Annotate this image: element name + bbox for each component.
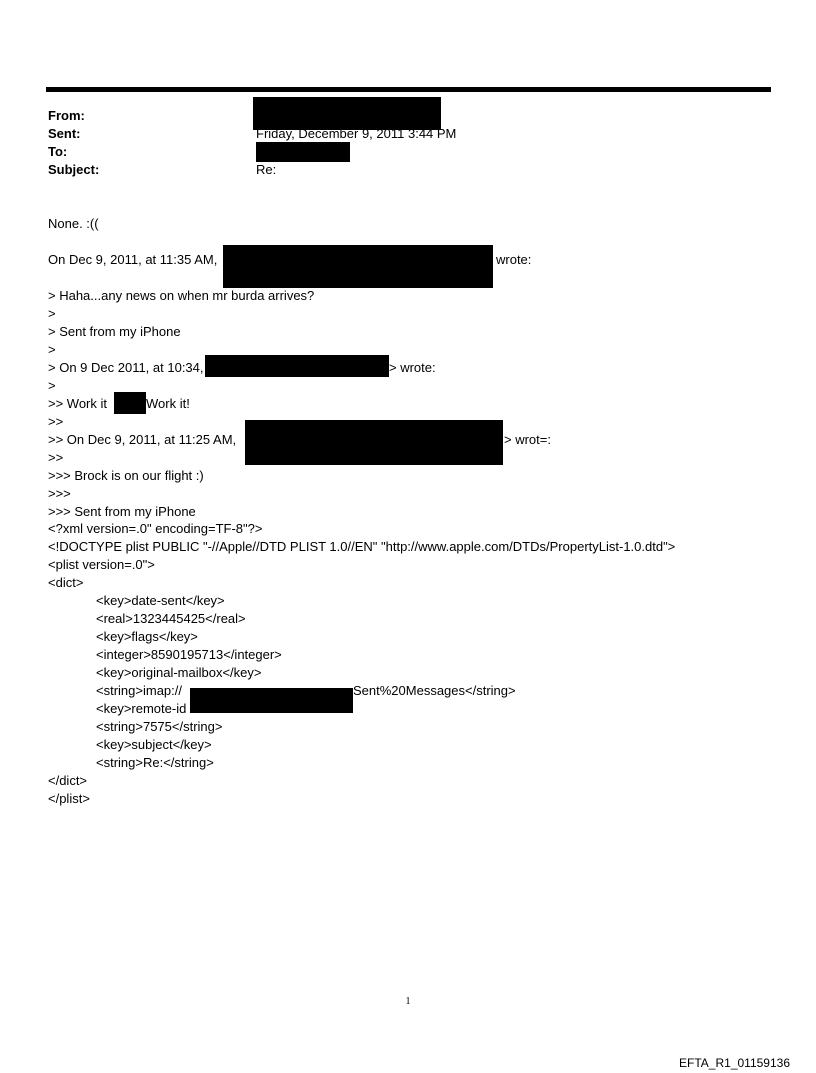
sender-redaction [223,245,493,288]
quoted-line: >> Work it [48,396,108,411]
xml-line: <integer>8590195713</integer> [96,647,282,662]
xml-line: <key>remote-id [96,701,187,716]
quoted-attribution: >> On Dec 9, 2011, at 11:25 AM, [48,432,237,447]
xml-line: <key>flags</key> [96,629,198,644]
xml-line: <string>7575</string> [96,719,223,734]
quoted-line: >>> Sent from my iPhone [48,504,196,519]
xml-line: <?xml version=.0" encoding=TF-8"?> [48,521,263,536]
subject-value: Re: [256,162,277,177]
from-label: From: [48,108,85,123]
quoted-line: > Haha...any news on when mr burda arrives? [48,288,315,303]
quoted-line: >> [48,450,64,465]
document-id: EFTA_R1_01159136 [679,1056,790,1070]
quoted-line: >>> Brock is on our flight :) [48,468,204,483]
sender-redaction [205,355,389,377]
xml-line: </plist> [48,791,90,806]
mailbox-redaction [190,688,353,713]
quoted-line: > [48,306,56,321]
quoted-line: > [48,342,56,357]
quoted-attribution: > On 9 Dec 2011, at 10:34, [48,360,204,375]
xml-line: <real>1323445425</real> [96,611,246,626]
to-redaction [256,142,350,162]
sent-label: Sent: [48,126,81,141]
quoted-line: > [48,378,56,393]
page-number: 1 [405,996,411,1007]
sent-value: Friday, December 9, 2011 3:44 PM [256,126,457,141]
quoted-line: >> [48,414,64,429]
xml-line: <key>subject</key> [96,737,212,752]
xml-line: <string>imap:// [96,683,182,698]
quoted-line-suffix: Work it! [146,396,190,411]
xml-line: <plist version=.0"> [48,557,155,572]
xml-line: <!DOCTYPE plist PUBLIC "-//Apple//DTD PLIST 1.0//EN" "http://www.apple.com/DTDs/PropertyList-1.0.dtd"> [48,539,676,554]
quoted-line: > Sent from my iPhone [48,324,181,339]
header-rule [46,87,771,92]
subject-label: Subject: [48,162,100,177]
name-redaction [114,392,146,414]
reply-attribution: On Dec 9, 2011, at 11:35 AM, [48,252,218,267]
xml-line: <string>Re:</string> [96,755,214,770]
to-label: To: [48,144,68,159]
quoted-attribution-suffix: > wrote: [389,360,436,375]
xml-line: <key>date-sent</key> [96,593,225,608]
xml-line-suffix: Sent%20Messages</string> [353,683,516,698]
sender-redaction [245,420,503,465]
body-line: None. :(( [48,216,99,231]
reply-attribution-suffix: wrote: [496,252,532,267]
xml-line: </dict> [48,773,88,788]
xml-line: <dict> [48,575,84,590]
xml-line: <key>original-mailbox</key> [96,665,262,680]
quoted-line: >>> [48,486,71,501]
quoted-attribution-suffix: > wrot=: [504,432,551,447]
